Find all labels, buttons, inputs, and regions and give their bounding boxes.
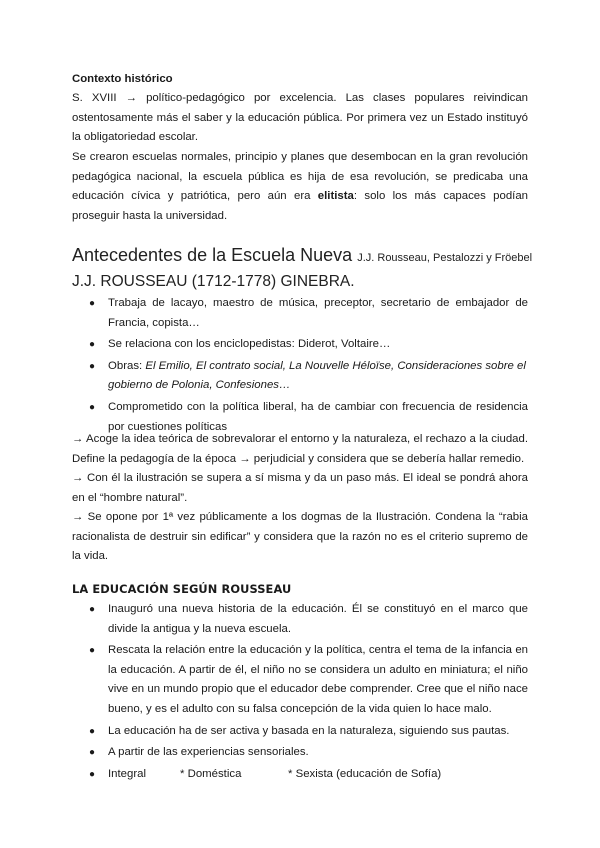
bullet-text: La educación ha de ser activa y basada en la naturaleza, siguiendo sus pautas. [108, 724, 510, 737]
bullet-text: Rescata la relación entre la educación y la política, centra el tema de la infancia en la educación. A partir de él, el niño no se considera un adulto en miniatura; el niño vive en un mundo propio que el educador debe comprender. Cree que el niño nace bueno, y es el adulto con su falsa concepción de la vida quien lo hace malo. [108, 644, 528, 715]
arrow-paragraph-2: → Con él la ilustración se supera a sí misma y da un paso más. El ideal se pondrá ahora en el “hombre natural”. [72, 472, 528, 504]
list-item [72, 600, 528, 639]
bullet-icon: ● [89, 768, 96, 780]
bullet-icon: ● [89, 401, 96, 413]
antecedentes-title [72, 243, 532, 270]
domestica-label: * Doméstica [180, 767, 242, 780]
list-item [72, 641, 528, 719]
rousseau-bullet-list [72, 294, 528, 439]
bullet-text: Trabaja de lacayo, maestro de música, preceptor, secretario de embajador de Francia, copista… [108, 297, 528, 329]
obras-label: Obras: [108, 359, 146, 372]
context-p2-text: Se crearon escuelas normales, principio y planes que desembocan en la gran revolución pedagógica nacional, la escuela pública es hija de esa revolución, se predicaba una educación cívica y patriótica, pero aún era [72, 151, 528, 203]
context-p2-end: : solo los más capaces podían proseguir hasta la universidad. [72, 190, 529, 222]
arrow-paragraph-1: → Acoge la idea teórica de sobrevalorar el entorno y la naturaleza, el rechazo a la ciudad. Define la pedagogía de la época → perjudicial y considera que se debería hallar remedio. [72, 433, 528, 465]
integral-label: Integral [108, 767, 146, 780]
antecedentes-title-text: Antecedentes de la Escuela Nueva [72, 245, 353, 265]
obras-works: El Emilio, El contrato social, La Nouvelle Héloïse, Consideraciones sobre el gobierno de Polonia, Confesiones… [108, 359, 526, 392]
educacion-heading: LA EDUCACIÓN SEGÚN ROUSSEAU [72, 582, 292, 596]
bullet-text: Inauguró una nueva historia de la educación. Él se constituyó en el marco que divide la antigua y la nueva escuela. [108, 603, 528, 635]
context-paragraph-2 [72, 148, 528, 226]
bullet-icon: ● [89, 339, 96, 351]
elitista-bold: elitista [317, 190, 354, 203]
bullet-text: Se relaciona con los enciclopedistas: Diderot, Voltaire… [108, 338, 391, 351]
arrow-paragraph-3: → Se opone por 1ª vez públicamente a los dogmas de la Ilustración. Condena la “rabia racionalista de destruir sin edificar” y considera que la razón no es el criterio supremo de la vida. [72, 511, 528, 563]
list-item [72, 357, 528, 396]
educacion-bullet-list [72, 600, 528, 786]
list-item [72, 743, 528, 763]
bullet-icon: ● [89, 747, 96, 759]
rousseau-heading: J.J. ROUSSEAU (1712-1778) GINEBRA. [72, 273, 355, 290]
bullet-icon: ● [89, 645, 96, 657]
context-heading: Contexto histórico [72, 73, 173, 85]
bullet-icon: ● [89, 360, 96, 372]
bullet-icon: ● [89, 725, 96, 737]
context-paragraph-1: S. XVIII → político-pedagógico por excelencia. Las clases populares reivindican ostentosamente más el saber y la educación pública. Por primera vez un Estado instituyó la obligatoriedad escolar. [72, 92, 528, 144]
bullet-icon: ● [89, 298, 96, 309]
list-item [72, 335, 528, 355]
bullet-text: A partir de las experiencias sensoriales. [108, 746, 309, 759]
list-item [72, 765, 528, 785]
sexista-label: * Sexista (educación de Sofía) [288, 767, 442, 780]
bullet-icon: ● [89, 604, 96, 615]
bullet-text: Comprometido con la política liberal, ha de cambiar con frecuencia de residencia por cuestiones políticas [108, 400, 528, 433]
list-item [72, 294, 528, 333]
antecedentes-subtitle: J.J. Rousseau, Pestalozzi y Fröebel [357, 252, 533, 264]
list-item [72, 722, 528, 742]
